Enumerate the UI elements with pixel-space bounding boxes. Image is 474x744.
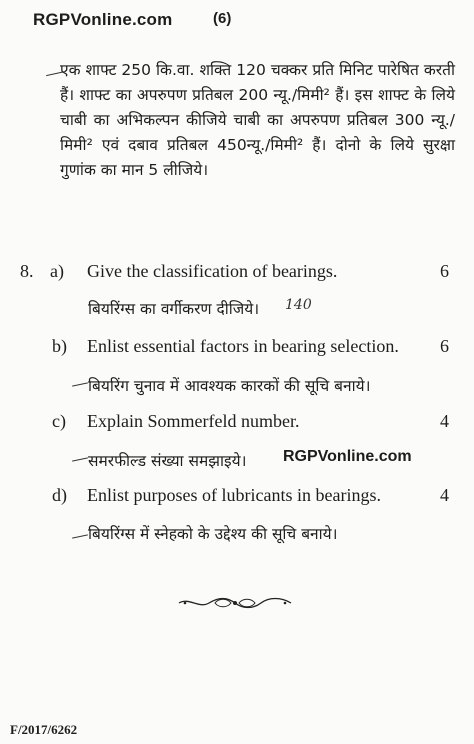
part-a-hindi: बियरिंग्स का वर्गीकरण दीजिये। <box>88 300 260 318</box>
part-c-label: c) <box>52 411 66 431</box>
inline-site-name: RGPVonline.com <box>283 448 412 465</box>
ornamental-divider-icon <box>175 594 295 612</box>
hindi-question-paragraph <box>60 58 455 183</box>
part-c-text: Explain Sommerfeld number. <box>87 411 300 431</box>
part-d-marks: 4 <box>440 485 449 505</box>
part-d-hindi: बियरिंग्स में स्नेहको के उद्देश्य की सूचि बनाये। <box>88 525 338 543</box>
part-a-text: Give the classification of bearings. <box>87 261 338 281</box>
pen-mark <box>72 457 88 461</box>
part-a-label: a) <box>50 261 64 281</box>
paper-code: F/2017/6262 <box>10 722 78 737</box>
part-b-marks: 6 <box>440 336 449 356</box>
question-number: 8. <box>20 261 34 281</box>
handwritten-note: 140 <box>285 297 312 313</box>
part-b-text: Enlist essential factors in bearing selection. <box>87 336 399 356</box>
hindi-question-text: एक शाफ्ट 250 कि.वा. शक्ति 120 चक्कर प्रति मिनिट पारेषित करती हैं। शाफ्ट का अपरुपण प्रतिबल 200 न्यू./मिमी² हैं। इस शाफ्ट के लिये चाबी का अभिकल्पन कीजिये चाबी का अपरुपण प्रतिबल 300 न्यू./मिमी² एवं दबाव प्रतिबल 450न्यू./मिमी² हैं। दोनो के लिये सुरक्षा गुणांक का मान 5 लीजिये। <box>60 61 455 179</box>
part-a-marks: 6 <box>440 261 449 281</box>
part-d-label: d) <box>52 485 67 505</box>
header-site-name: RGPVonline.com <box>33 10 173 29</box>
pen-mark <box>72 534 88 538</box>
part-c-hindi: समरफील्ड संख्या समझाइये। <box>88 452 247 470</box>
pen-mark <box>72 382 88 386</box>
part-b-label: b) <box>52 336 67 356</box>
part-d-text: Enlist purposes of lubricants in bearings. <box>87 485 381 505</box>
part-c-marks: 4 <box>440 411 449 431</box>
part-b-hindi: बियरिंग चुनाव में आवश्यक कारकों की सूचि बनाये। <box>88 377 371 395</box>
page-number: (6) <box>213 10 232 27</box>
